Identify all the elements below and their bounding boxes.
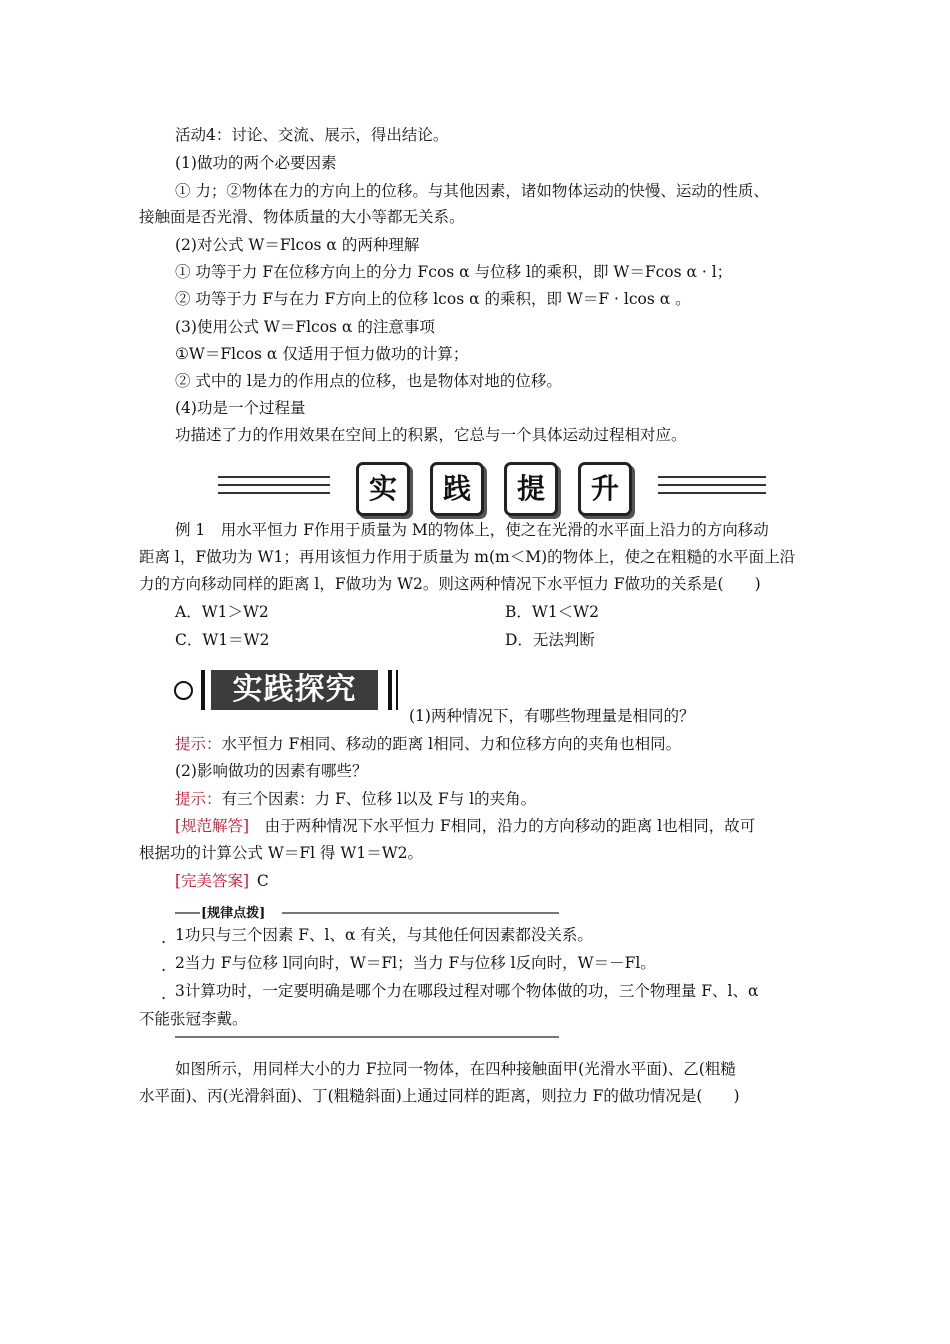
point-1-text-cont: 接触面是否光滑、物体质量的大小等都无关系。	[139, 208, 465, 226]
banner-rule	[658, 484, 766, 486]
point-1-heading: (1)做功的两个必要因素	[175, 154, 337, 172]
solution-line-1	[175, 815, 755, 837]
hint-2-text: 有三个因素：力 F、位移 l以及 F与 l的夹角。	[221, 790, 537, 808]
point-4-text: 功描述了力的作用效果在空间上的积累，它总与一个具体运动过程相对应。	[175, 426, 687, 444]
bullet-dot: .	[161, 956, 167, 975]
bullet-dot: .	[161, 984, 167, 1003]
rules-title: [规律点拨]	[201, 906, 266, 921]
point-1-text: ① 力；②物体在力的方向上的位移。与其他因素，诸如物体运动的快慢、运动的性质、	[175, 182, 769, 200]
badge-bar	[388, 670, 392, 710]
badge-bar	[396, 670, 398, 710]
answer-line	[175, 870, 269, 892]
banner-rule	[218, 476, 330, 478]
option-b: B．W1＜W2	[505, 603, 599, 621]
rule-item-1: 1功只与三个因素 F、l、α 有关，与其他任何因素都没关系。	[175, 926, 593, 944]
point-4-heading: (4)功是一个过程量	[175, 399, 306, 417]
solution-line-2: 根据功的计算公式 W＝Fl 得 W1＝W2。	[139, 844, 424, 862]
banner-char: 践	[430, 462, 484, 516]
point-2-item-2: ② 功等于力 F与在力 F方向上的位移 lcos α 的乘积，即 W＝F · lcos α 。	[175, 290, 691, 308]
divider	[282, 912, 559, 914]
bullet-dot: .	[161, 928, 167, 947]
option-a: A．W1＞W2	[175, 603, 269, 621]
explore-question-1: (1)两种情况下，有哪些物理量是相同的？	[409, 707, 695, 725]
divider	[175, 1036, 559, 1038]
banner-char: 实	[356, 462, 410, 516]
answer-label: [完美答案]	[175, 872, 250, 890]
option-c: C．W1＝W2	[175, 631, 270, 649]
rule-item-2: 2当力 F与位移 l同向时，W＝Fl；当力 F与位移 l反向时，W＝－Fl。	[175, 954, 656, 972]
explore-question-2: (2)影响做功的因素有哪些？	[175, 762, 368, 780]
banner-rule	[218, 492, 330, 494]
hint-2	[175, 788, 536, 810]
solution-label: [规范解答]	[175, 817, 250, 835]
hint-label: 提示：	[175, 735, 222, 753]
solution-text: 由于两种情况下水平恒力 F相同，沿力的方向移动的距离 l也相同，故可	[264, 817, 756, 835]
example-text: 距离 l，F做功为 W1；再用该恒力作用于质量为 m(m＜M)的物体上，使之在粗糙的水平面上沿	[139, 548, 796, 566]
hint-1	[175, 733, 681, 755]
circle-icon	[174, 681, 193, 700]
banner-rule	[658, 476, 766, 478]
badge-bar	[201, 670, 205, 710]
hint-label: 提示：	[175, 790, 222, 808]
practice-question: 如图所示，用同样大小的力 F拉同一物体，在四种接触面甲(光滑水平面)、乙(粗糙	[175, 1060, 736, 1078]
point-3-item-2: ② 式中的 l是力的作用点的位移，也是物体对地的位移。	[175, 372, 562, 390]
point-2-heading: (2)对公式 W＝Flcos α 的两种理解	[175, 236, 420, 254]
rule-item-3: 3计算功时，一定要明确是哪个力在哪段过程对哪个物体做的功，三个物理量 F、l、α	[175, 982, 759, 1000]
practice-banner	[218, 458, 770, 514]
practice-question-cont: 水平面)、丙(光滑斜面)、丁(粗糙斜面)上通过同样的距离，则拉力 F的做功情况是( )	[139, 1087, 740, 1105]
banner-char: 升	[578, 462, 632, 516]
banner-rule	[218, 484, 330, 486]
banner-char: 提	[504, 462, 558, 516]
example-text: 例 1 用水平恒力 F作用于质量为 M的物体上，使之在光滑的水平面上沿力的方向移动	[175, 521, 769, 539]
point-3-item-1: ①W＝Flcos α 仅适用于恒力做功的计算；	[175, 345, 469, 363]
example-text: 力的方向移动同样的距离 l，F做功为 W2。则这两种情况下水平恒力 F做功的关系是( )	[139, 575, 761, 593]
banner-rule	[658, 492, 766, 494]
point-3-heading: (3)使用公式 W＝Flcos α 的注意事项	[175, 318, 435, 336]
answer-value: C	[256, 872, 269, 890]
activity-heading: 活动4：讨论、交流、展示，得出结论。	[175, 126, 449, 144]
point-2-item-1: ① 功等于力 F在位移方向上的分力 Fcos α 与位移 l的乘积，即 W＝Fcos α · l；	[175, 263, 733, 281]
explore-title: 实践探究	[211, 670, 378, 710]
hint-1-text: 水平恒力 F相同、移动的距离 l相同、力和位移方向的夹角也相同。	[221, 735, 682, 753]
rule-item-3-cont: 不能张冠李戴。	[139, 1010, 248, 1028]
option-d: D．无法判断	[505, 631, 595, 649]
explore-badge	[174, 668, 404, 714]
